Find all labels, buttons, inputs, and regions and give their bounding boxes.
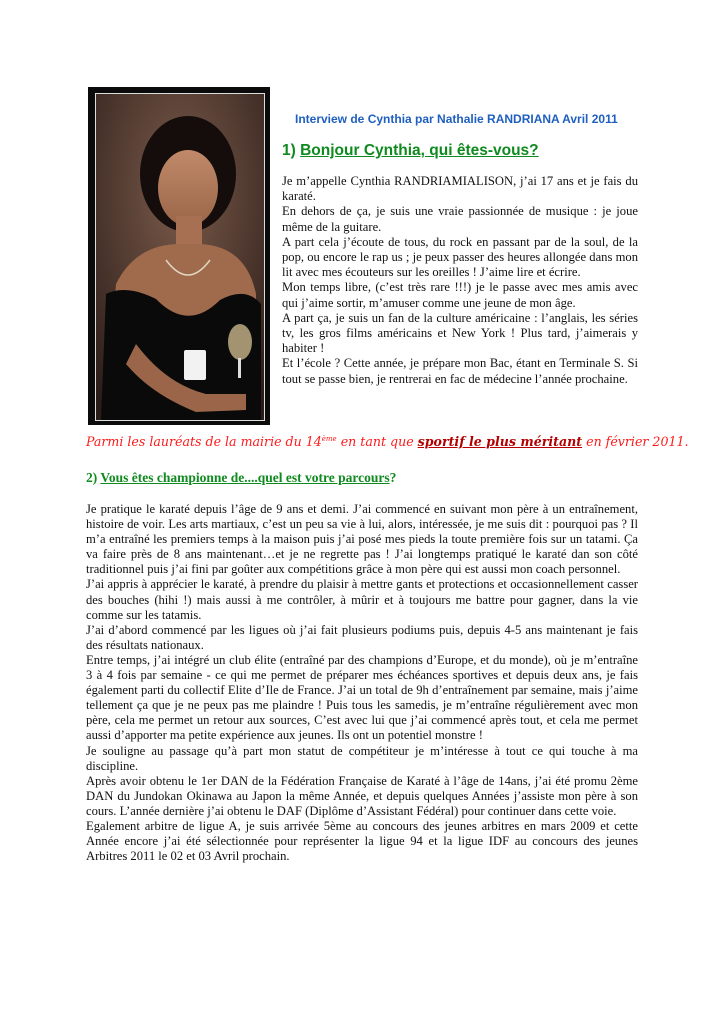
- intro-paragraph: Je m’appelle Cynthia RANDRIAMIALISON, j’ai 17 ans et je fais du karaté.: [282, 174, 638, 204]
- interview-header: Interview de Cynthia par Nathalie RANDRIANA Avril 2011: [295, 112, 618, 126]
- portrait-photo-frame: [88, 87, 270, 425]
- question-2-number: 2): [86, 470, 98, 485]
- award-banner: [86, 434, 689, 449]
- intro-paragraph: Et l’école ? Cette année, je prépare mon Bac, étant en Terminale S. Si tout se passe bien, je rentrerai en fac de médecine l’année prochaine.: [282, 356, 638, 386]
- banner-part3: en février 2011.: [582, 434, 689, 449]
- answer-paragraph: Entre temps, j’ai intégré un club élite (entraîné par des champions d’Europe, et du monde), où je m’entraîne 3 à 4 fois par semaine - ce qui me permet de préparer mes échéances sportives et depuis deux ans, je fais également parti du collectif Elite d’Ile de France. J’ai un total de 9h d’entraînement par semaine, mais j’aime tellement ça que je ne peux pas me plaindre ! Puis tous les samedis, je m’entraîne régulièrement avec mon père, cela me permet un retour aux sources, C’est avec lui que j’ai commencé après tout, et cela me permet aussi d’apporter ma petite expérience aux jeunes. Ils ont un potentiel monstre !: [86, 652, 638, 743]
- intro-paragraph: A part ça, je suis un fan de la culture américaine : l’anglais, les séries tv, les gros films américains et New York ! Plus tard, j’aimerais y habiter !: [282, 310, 638, 356]
- question-2-heading: [86, 470, 396, 486]
- intro-paragraph: A part cela j’écoute de tous, du rock en passant par de la soul, de la pop, ou encore le rap us ; je peux passer des heures allongée dans mon lit avec mes écouteurs sur les oreilles ! J’aime lire et écrire.: [282, 234, 638, 280]
- answer-paragraph: Egalement arbitre de ligue A, je suis arrivée 5ème au concours des jeunes arbitres en mars 2009 et cette Année encore j’ai été sélectionnée pour représenter la ligue 94 et la ligue IDF au concours des jeunes Arbitres 2011 le 02 et 03 Avril prochain.: [86, 818, 638, 864]
- question-2-end: ?: [389, 470, 397, 485]
- banner-part2: en tant que: [336, 434, 418, 449]
- intro-paragraph: En dehors de ça, je suis une vraie passionnée de musique : je joue même de la guitare.: [282, 204, 638, 234]
- answer-paragraph: J’ai appris à apprécier le karaté, à prendre du plaisir à mettre gants et protections et occasionnellement casser des bouches (hihi !) mais aussi à me contrôler, à mûrir et à toujours me battre pour gagner, dans la vie comme sur les tatamis.: [86, 577, 638, 622]
- question-1-heading: [282, 142, 539, 160]
- question-1-text: Bonjour Cynthia, qui êtes-vous?: [300, 142, 539, 159]
- answer-paragraph: Je pratique le karaté depuis l’âge de 9 ans et demi. J’ai commencé en suivant mon père à un entraînement, histoire de voir. Les arts martiaux, c’est un peu sa vie à lui, alors, intéressée, je me suis dit : pourquoi pas ? Il m’a entraîné les premiers temps à la maison puis j’ai posé mes pieds la toute première fois sur un tatami. Ça va faire près de 8 ans maintenant…et je ne regrette pas ! J’ai longtemps pratiqué le karaté dan son côté traditionnel puis j’ai fini par goûter aux compétitions grâce à mon père qui est aussi mon coach personnel.: [86, 502, 638, 577]
- banner-superscript: ème: [321, 434, 337, 443]
- intro-paragraph: Mon temps libre, (c’est très rare !!!) je le passe avec mes amis avec qui j’aime sortir, m’amuser comme une jeune de mon âge.: [282, 280, 638, 310]
- banner-part1: Parmi les lauréats de la mairie du 14: [86, 434, 322, 449]
- answer-paragraph: Après avoir obtenu le 1er DAN de la Fédération Française de Karaté à l’âge de 14ans, j’ai été promu 2ème DAN du Jundokan Okinawa au Japon la même Année, et depuis quelques Années j’assiste mon père à son cours. L’année dernière j’ai obtenu le DAF (Diplôme d’Assistant Fédéral) pour continuer dans cette voie.: [86, 773, 638, 818]
- question-1-number: 1): [282, 142, 296, 159]
- question-2-text: Vous êtes championne de....quel est votre parcours: [100, 470, 390, 485]
- answer-text: [86, 502, 638, 864]
- portrait-photo: [95, 93, 265, 421]
- banner-highlight: sportif le plus méritant: [417, 434, 583, 449]
- answer-paragraph: Je souligne au passage qu’à part mon statut de compétiteur je m’intéresse à tout ce qui touche à ma discipline.: [86, 743, 638, 773]
- intro-text: [282, 174, 638, 387]
- answer-paragraph: J’ai d’abord commencé par les ligues où j’ai fait plusieurs podiums puis, depuis 4-5 ans maintenant je fais des résultats nationaux.: [86, 622, 638, 652]
